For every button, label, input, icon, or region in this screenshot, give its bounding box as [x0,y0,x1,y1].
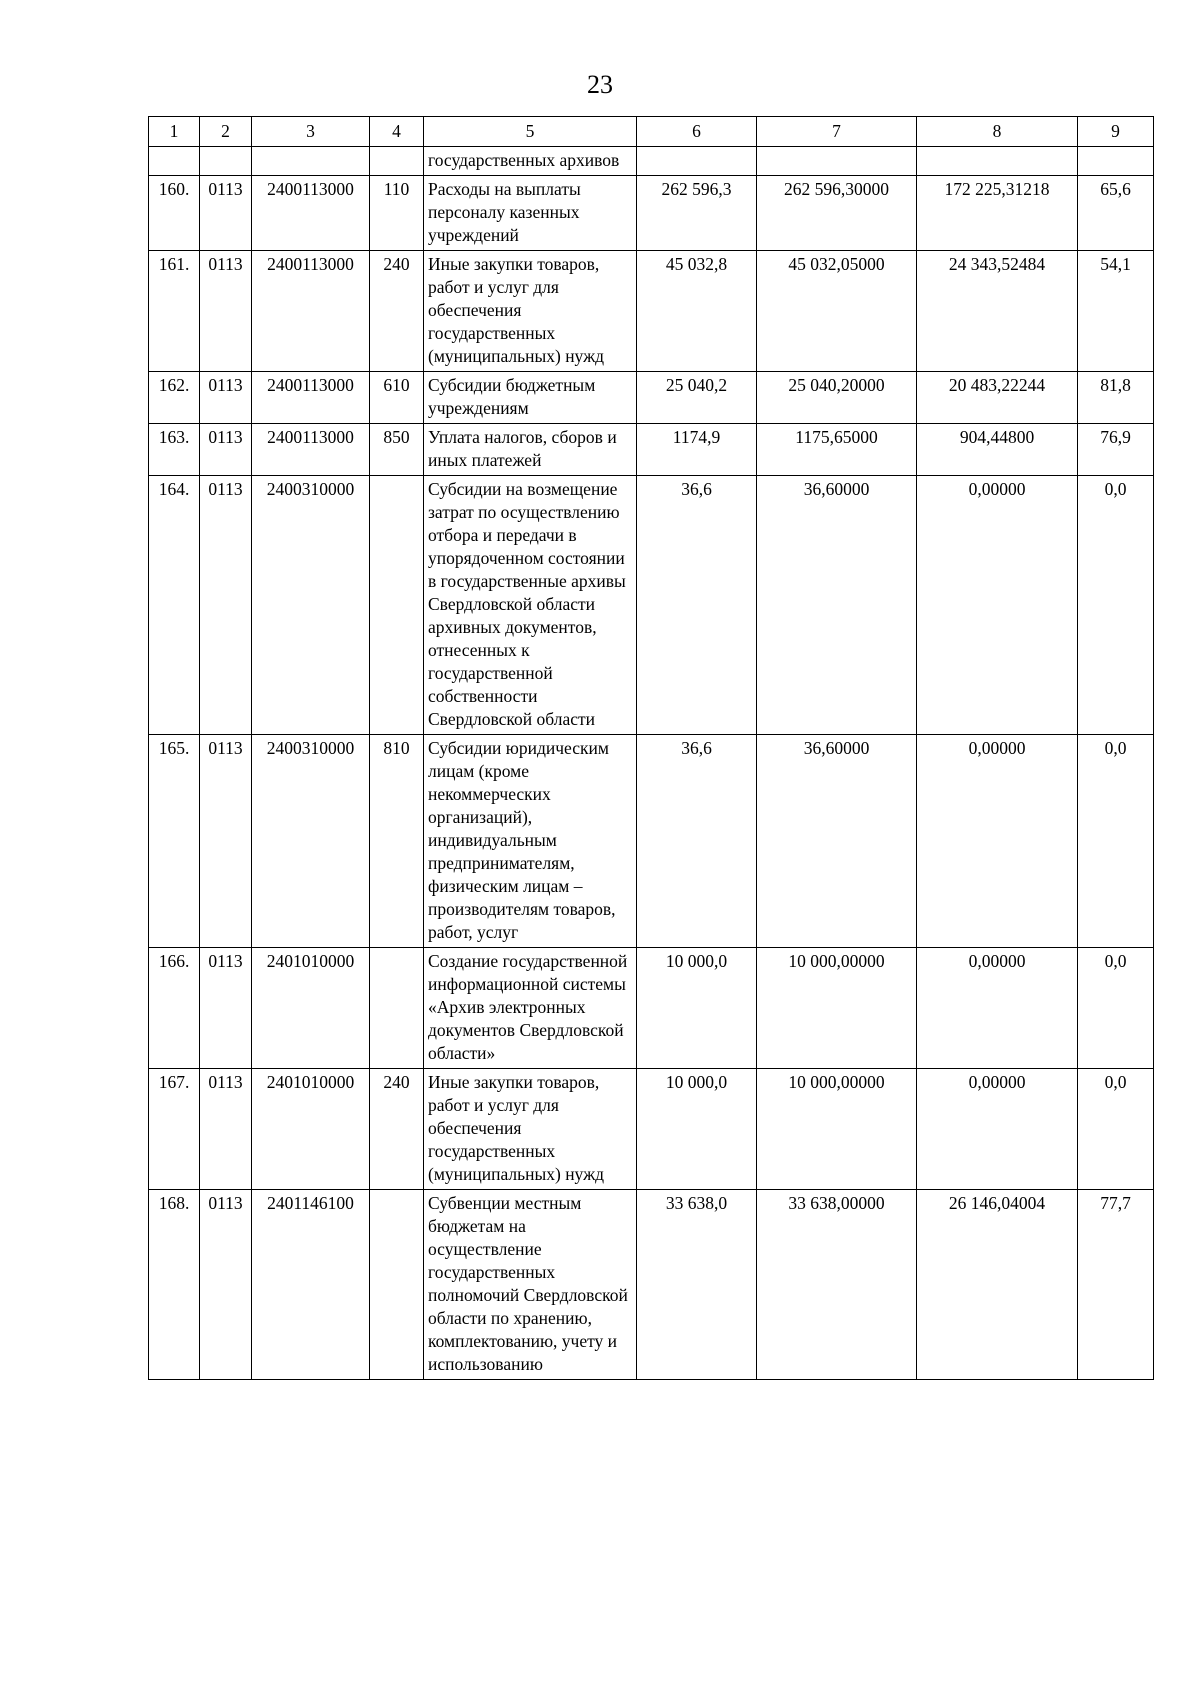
item-name: Иные закупки товаров, работ и услуг для обеспечения государственных (муниципальных) нужд [424,1069,637,1190]
budget-amount: 45 032,05000 [757,251,917,372]
row-number: 164. [149,476,200,735]
section-code: 0113 [200,476,252,735]
expense-kind-code [370,147,424,176]
execution-percent: 76,9 [1078,424,1154,476]
row-number: 161. [149,251,200,372]
table-row [149,1069,1154,1190]
table-row [149,424,1154,476]
table-row [149,948,1154,1069]
executed-amount: 20 483,22244 [917,372,1078,424]
section-code: 0113 [200,1069,252,1190]
budget-amount: 33 638,00000 [757,1190,917,1380]
execution-percent: 0,0 [1078,476,1154,735]
column-header: 9 [1078,117,1154,147]
executed-amount: 0,00000 [917,1069,1078,1190]
plan-amount [637,147,757,176]
section-code: 0113 [200,948,252,1069]
budget-amount: 1175,65000 [757,424,917,476]
row-number [149,147,200,176]
column-header: 2 [200,117,252,147]
budget-amount: 10 000,00000 [757,948,917,1069]
item-name: Уплата налогов, сборов и иных платежей [424,424,637,476]
row-number: 166. [149,948,200,1069]
row-number: 167. [149,1069,200,1190]
plan-amount: 25 040,2 [637,372,757,424]
section-code: 0113 [200,1190,252,1380]
plan-amount: 45 032,8 [637,251,757,372]
table-row [149,372,1154,424]
executed-amount: 0,00000 [917,735,1078,948]
target-code [252,147,370,176]
row-number: 165. [149,735,200,948]
section-code: 0113 [200,735,252,948]
expense-kind-code: 810 [370,735,424,948]
budget-amount: 36,60000 [757,735,917,948]
row-number: 163. [149,424,200,476]
section-code: 0113 [200,176,252,251]
expense-kind-code [370,1190,424,1380]
header-row [149,117,1154,147]
execution-percent: 65,6 [1078,176,1154,251]
execution-percent: 77,7 [1078,1190,1154,1380]
executed-amount: 0,00000 [917,948,1078,1069]
item-name: Субсидии на возмещение затрат по осуществлению отбора и передачи в упорядоченном состоянии в государственные архивы Свердловской области архивных документов, отнесенных к государственной собственности Свердловской области [424,476,637,735]
item-name: Субвенции местным бюджетам на осуществление государственных полномочий Свердловской области по хранению, комплектованию, учету и использованию [424,1190,637,1380]
expense-kind-code [370,948,424,1069]
target-code: 2400113000 [252,251,370,372]
executed-amount: 26 146,04004 [917,1190,1078,1380]
table-row [149,476,1154,735]
execution-percent: 0,0 [1078,948,1154,1069]
item-name: Расходы на выплаты персоналу казенных учреждений [424,176,637,251]
target-code: 2401010000 [252,1069,370,1190]
execution-percent: 81,8 [1078,372,1154,424]
column-header: 7 [757,117,917,147]
execution-percent: 0,0 [1078,1069,1154,1190]
expense-kind-code: 240 [370,1069,424,1190]
budget-amount [757,147,917,176]
table-row [149,735,1154,948]
budget-amount: 25 040,20000 [757,372,917,424]
table-row [149,251,1154,372]
budget-amount: 10 000,00000 [757,1069,917,1190]
plan-amount: 36,6 [637,735,757,948]
executed-amount [917,147,1078,176]
section-code: 0113 [200,424,252,476]
column-header: 1 [149,117,200,147]
expense-kind-code: 850 [370,424,424,476]
section-code [200,147,252,176]
table-row [149,176,1154,251]
item-name: государственных архивов [424,147,637,176]
target-code: 2400310000 [252,735,370,948]
budget-amount: 36,60000 [757,476,917,735]
item-name: Субсидии юридическим лицам (кроме некоммерческих организаций), индивидуальным предпринимателям, физическим лицам – производителям товаров, работ, услуг [424,735,637,948]
column-header: 4 [370,117,424,147]
execution-percent: 54,1 [1078,251,1154,372]
plan-amount: 1174,9 [637,424,757,476]
page-number: 23 [587,70,613,99]
item-name: Субсидии бюджетным учреждениям [424,372,637,424]
expense-kind-code: 240 [370,251,424,372]
target-code: 2400310000 [252,476,370,735]
item-name: Создание государственной информационной системы «Архив электронных документов Свердловской области» [424,948,637,1069]
section-code: 0113 [200,372,252,424]
target-code: 2401146100 [252,1190,370,1380]
column-header: 6 [637,117,757,147]
target-code: 2400113000 [252,176,370,251]
plan-amount: 36,6 [637,476,757,735]
expense-kind-code [370,476,424,735]
target-code: 2401010000 [252,948,370,1069]
table-row [149,147,1154,176]
plan-amount: 10 000,0 [637,1069,757,1190]
execution-percent [1078,147,1154,176]
table-row [149,1190,1154,1380]
target-code: 2400113000 [252,372,370,424]
budget-table [148,116,1154,1380]
plan-amount: 10 000,0 [637,948,757,1069]
section-code: 0113 [200,251,252,372]
executed-amount: 172 225,31218 [917,176,1078,251]
column-header: 5 [424,117,637,147]
plan-amount: 33 638,0 [637,1190,757,1380]
row-number: 160. [149,176,200,251]
executed-amount: 0,00000 [917,476,1078,735]
item-name: Иные закупки товаров, работ и услуг для обеспечения государственных (муниципальных) нужд [424,251,637,372]
target-code: 2400113000 [252,424,370,476]
row-number: 162. [149,372,200,424]
plan-amount: 262 596,3 [637,176,757,251]
budget-amount: 262 596,30000 [757,176,917,251]
row-number: 168. [149,1190,200,1380]
expense-kind-code: 610 [370,372,424,424]
executed-amount: 24 343,52484 [917,251,1078,372]
execution-percent: 0,0 [1078,735,1154,948]
column-header: 3 [252,117,370,147]
column-header: 8 [917,117,1078,147]
expense-kind-code: 110 [370,176,424,251]
executed-amount: 904,44800 [917,424,1078,476]
